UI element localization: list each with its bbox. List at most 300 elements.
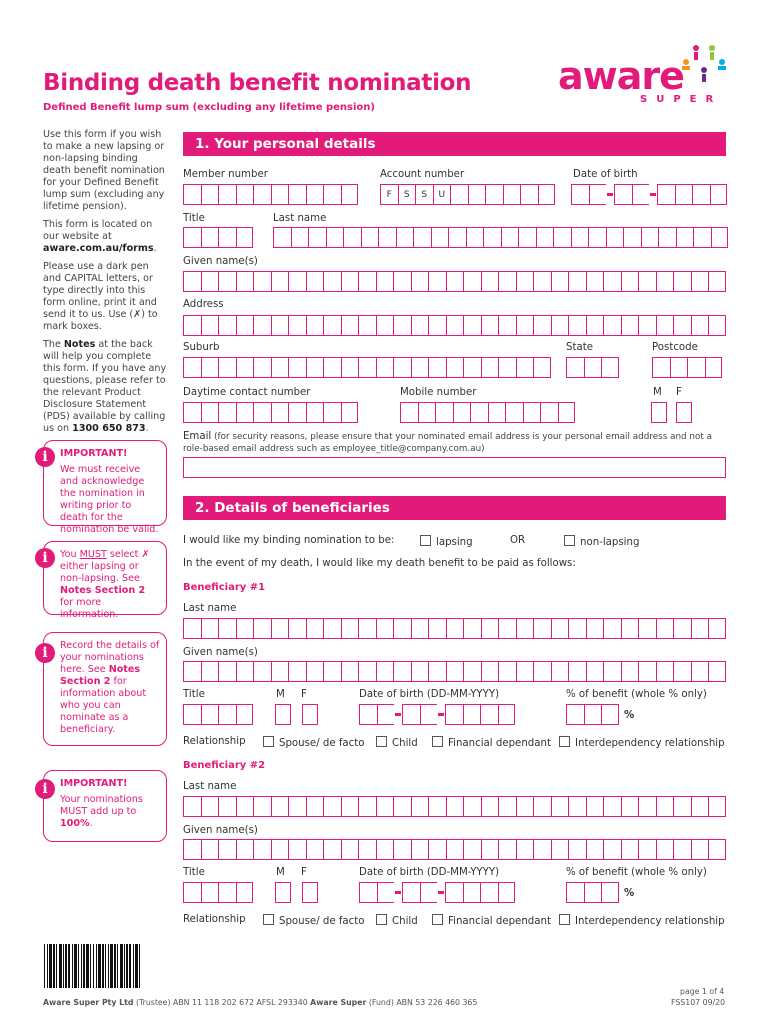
char-box[interactable] (435, 402, 453, 423)
gender-m-box[interactable] (651, 402, 667, 423)
char-box[interactable] (431, 227, 449, 248)
char-box[interactable] (411, 839, 429, 860)
char-box[interactable] (708, 271, 726, 292)
char-box[interactable] (586, 271, 604, 292)
char-box[interactable] (411, 271, 429, 292)
char-box[interactable] (603, 661, 621, 682)
char-box[interactable] (218, 227, 236, 248)
char-box[interactable] (288, 839, 306, 860)
char-box[interactable] (586, 661, 604, 682)
char-box[interactable] (393, 661, 411, 682)
char-box[interactable] (428, 271, 446, 292)
char-box[interactable] (588, 227, 606, 248)
char-box[interactable] (601, 704, 619, 725)
char-box[interactable] (691, 618, 709, 639)
char-box[interactable] (589, 184, 607, 205)
char-box[interactable] (656, 661, 674, 682)
rel-child-option[interactable]: Child (376, 914, 418, 927)
char-box[interactable] (480, 704, 498, 725)
char-box[interactable] (253, 839, 271, 860)
char-box[interactable] (463, 796, 481, 817)
char-box[interactable] (428, 796, 446, 817)
char-box[interactable] (201, 184, 219, 205)
last-name-input[interactable] (273, 227, 728, 248)
char-box[interactable] (183, 357, 201, 378)
char-box[interactable] (201, 271, 219, 292)
char-box[interactable] (568, 796, 586, 817)
char-box[interactable] (553, 227, 571, 248)
rel-child-checkbox[interactable] (376, 914, 387, 925)
beneficiary-last-name-input[interactable] (183, 796, 726, 817)
forms-link[interactable]: aware.com.au/forms (43, 243, 154, 254)
char-box[interactable] (691, 271, 709, 292)
char-box[interactable] (468, 184, 486, 205)
beneficiary-percent-input[interactable] (566, 704, 619, 725)
char-box[interactable] (323, 315, 341, 336)
char-box[interactable] (306, 839, 324, 860)
char-box[interactable] (463, 839, 481, 860)
char-box[interactable] (271, 839, 289, 860)
char-box[interactable] (656, 271, 674, 292)
char-box[interactable] (343, 227, 361, 248)
char-box[interactable] (446, 796, 464, 817)
char-box[interactable] (673, 839, 691, 860)
char-box[interactable] (498, 882, 516, 903)
char-box[interactable] (413, 227, 431, 248)
char-box[interactable] (253, 618, 271, 639)
char-box[interactable] (516, 271, 534, 292)
char-box[interactable] (498, 796, 516, 817)
lapsing-option[interactable]: lapsing (420, 535, 473, 548)
char-box[interactable] (218, 618, 236, 639)
char-box[interactable] (638, 796, 656, 817)
char-box[interactable] (568, 315, 586, 336)
state-input[interactable] (566, 357, 619, 378)
char-box[interactable] (271, 315, 289, 336)
char-box[interactable] (393, 271, 411, 292)
beneficiary-title-input[interactable] (183, 882, 253, 903)
char-box[interactable] (638, 315, 656, 336)
address-input[interactable] (183, 315, 726, 336)
char-box[interactable] (393, 357, 411, 378)
char-box[interactable] (393, 796, 411, 817)
char-box[interactable] (393, 315, 411, 336)
char-box[interactable] (402, 704, 420, 725)
char-box[interactable] (536, 227, 554, 248)
char-box[interactable] (323, 271, 341, 292)
char-box[interactable] (710, 184, 728, 205)
char-box[interactable] (481, 315, 499, 336)
char-box[interactable] (708, 315, 726, 336)
char-box[interactable] (481, 618, 499, 639)
char-box[interactable] (183, 271, 201, 292)
char-box[interactable]: S (398, 184, 416, 205)
char-box[interactable] (393, 618, 411, 639)
char-box[interactable] (288, 357, 306, 378)
char-box[interactable] (411, 661, 429, 682)
char-box[interactable] (236, 882, 254, 903)
char-box[interactable] (236, 704, 254, 725)
char-box[interactable] (271, 402, 289, 423)
char-box[interactable] (201, 357, 219, 378)
char-box[interactable] (183, 661, 201, 682)
char-box[interactable] (288, 402, 306, 423)
char-box[interactable] (533, 796, 551, 817)
char-box[interactable] (358, 796, 376, 817)
char-box[interactable] (445, 704, 463, 725)
char-box[interactable] (485, 184, 503, 205)
char-box[interactable] (488, 402, 506, 423)
char-box[interactable] (359, 704, 377, 725)
char-box[interactable] (691, 661, 709, 682)
char-box[interactable] (323, 618, 341, 639)
non-lapsing-option[interactable]: non-lapsing (564, 535, 639, 548)
char-box[interactable] (253, 184, 271, 205)
char-box[interactable] (288, 661, 306, 682)
char-box[interactable] (253, 661, 271, 682)
char-box[interactable] (376, 357, 394, 378)
char-box[interactable] (358, 357, 376, 378)
char-box[interactable] (673, 618, 691, 639)
beneficiary-m-box[interactable] (275, 704, 291, 725)
char-box[interactable] (673, 271, 691, 292)
char-box[interactable] (656, 796, 674, 817)
char-box[interactable] (376, 618, 394, 639)
char-box[interactable] (236, 618, 254, 639)
beneficiary-m-box[interactable] (275, 882, 291, 903)
char-box[interactable] (463, 661, 481, 682)
char-box[interactable] (201, 796, 219, 817)
char-box[interactable] (571, 184, 589, 205)
char-box[interactable] (271, 184, 289, 205)
char-box[interactable] (218, 704, 236, 725)
char-box[interactable] (306, 271, 324, 292)
char-box[interactable] (481, 357, 499, 378)
char-box[interactable] (376, 796, 394, 817)
char-box[interactable] (201, 839, 219, 860)
char-box[interactable] (271, 661, 289, 682)
char-box[interactable] (481, 839, 499, 860)
char-box[interactable] (516, 661, 534, 682)
char-box[interactable] (516, 315, 534, 336)
char-box[interactable] (306, 357, 324, 378)
char-box[interactable] (218, 661, 236, 682)
char-box[interactable] (558, 402, 576, 423)
char-box[interactable] (341, 315, 359, 336)
char-box[interactable] (253, 357, 271, 378)
char-box[interactable] (603, 618, 621, 639)
char-box[interactable] (566, 357, 584, 378)
char-box[interactable] (498, 271, 516, 292)
rel-spouse-option[interactable]: Spouse/ de facto (263, 914, 365, 927)
char-box[interactable] (673, 315, 691, 336)
char-box[interactable] (341, 839, 359, 860)
char-box[interactable] (201, 227, 219, 248)
char-box[interactable] (236, 315, 254, 336)
char-box[interactable] (551, 315, 569, 336)
char-box[interactable] (236, 661, 254, 682)
char-box[interactable] (420, 882, 438, 903)
char-box[interactable] (466, 227, 484, 248)
char-box[interactable] (463, 704, 481, 725)
char-box[interactable] (450, 184, 468, 205)
char-box[interactable] (691, 796, 709, 817)
char-box[interactable] (551, 839, 569, 860)
char-box[interactable] (603, 796, 621, 817)
char-box[interactable] (708, 661, 726, 682)
char-box[interactable] (288, 618, 306, 639)
char-box[interactable] (566, 704, 584, 725)
char-box[interactable] (571, 227, 589, 248)
beneficiary-f-box[interactable] (302, 704, 318, 725)
char-box[interactable] (201, 661, 219, 682)
char-box[interactable] (218, 315, 236, 336)
char-box[interactable] (614, 184, 632, 205)
rel-interdependency-checkbox[interactable] (559, 736, 570, 747)
char-box[interactable] (586, 618, 604, 639)
char-box[interactable] (586, 839, 604, 860)
char-box[interactable] (236, 839, 254, 860)
char-box[interactable] (446, 618, 464, 639)
char-box[interactable] (498, 661, 516, 682)
beneficiary-dob-input[interactable] (359, 704, 515, 725)
gender-f-box[interactable] (676, 402, 692, 423)
char-box[interactable] (378, 227, 396, 248)
char-box[interactable] (586, 315, 604, 336)
rel-financial-option[interactable]: Financial dependant (432, 914, 551, 927)
rel-child-option[interactable]: Child (376, 736, 418, 749)
char-box[interactable] (480, 882, 498, 903)
char-box[interactable] (402, 882, 420, 903)
rel-financial-checkbox[interactable] (432, 736, 443, 747)
char-box[interactable] (236, 184, 254, 205)
char-box[interactable] (538, 184, 556, 205)
char-box[interactable] (253, 796, 271, 817)
char-box[interactable] (498, 839, 516, 860)
char-box[interactable] (518, 227, 536, 248)
char-box[interactable] (520, 184, 538, 205)
char-box[interactable] (691, 315, 709, 336)
member-number-input[interactable] (183, 184, 358, 205)
char-box[interactable] (673, 661, 691, 682)
char-box[interactable] (271, 796, 289, 817)
char-box[interactable] (377, 704, 395, 725)
char-box[interactable] (323, 402, 341, 423)
char-box[interactable] (584, 882, 602, 903)
char-box[interactable] (516, 839, 534, 860)
email-input[interactable] (183, 457, 726, 478)
char-box[interactable] (411, 796, 429, 817)
char-box[interactable] (323, 796, 341, 817)
char-box[interactable] (463, 618, 481, 639)
char-box[interactable] (236, 402, 254, 423)
char-box[interactable] (566, 882, 584, 903)
char-box[interactable] (411, 315, 429, 336)
char-box[interactable] (446, 357, 464, 378)
postcode-input[interactable] (652, 357, 722, 378)
char-box[interactable] (676, 227, 694, 248)
daytime-input[interactable] (183, 402, 358, 423)
char-box[interactable] (273, 227, 291, 248)
char-box[interactable] (601, 357, 619, 378)
char-box[interactable] (201, 882, 219, 903)
char-box[interactable] (523, 402, 541, 423)
char-box[interactable] (183, 618, 201, 639)
char-box[interactable] (428, 839, 446, 860)
char-box[interactable] (377, 882, 395, 903)
beneficiary-given-names-input[interactable] (183, 661, 726, 682)
char-box[interactable] (183, 402, 201, 423)
char-box[interactable] (271, 357, 289, 378)
char-box[interactable] (253, 402, 271, 423)
beneficiary-last-name-input[interactable] (183, 618, 726, 639)
char-box[interactable] (236, 357, 254, 378)
char-box[interactable] (201, 402, 219, 423)
char-box[interactable] (306, 661, 324, 682)
char-box[interactable] (218, 402, 236, 423)
char-box[interactable] (218, 184, 236, 205)
char-box[interactable] (306, 315, 324, 336)
char-box[interactable] (361, 227, 379, 248)
char-box[interactable] (498, 315, 516, 336)
char-box[interactable] (201, 618, 219, 639)
char-box[interactable] (481, 271, 499, 292)
char-box[interactable] (358, 839, 376, 860)
char-box[interactable] (463, 357, 481, 378)
char-box[interactable] (341, 796, 359, 817)
char-box[interactable] (288, 796, 306, 817)
char-box[interactable] (358, 618, 376, 639)
char-box[interactable] (470, 402, 488, 423)
char-box[interactable] (183, 704, 201, 725)
char-box[interactable] (358, 661, 376, 682)
char-box[interactable] (376, 315, 394, 336)
char-box[interactable] (463, 315, 481, 336)
char-box[interactable] (236, 271, 254, 292)
rel-spouse-option[interactable]: Spouse/ de facto (263, 736, 365, 749)
char-box[interactable] (446, 271, 464, 292)
beneficiary-dob-input[interactable] (359, 882, 515, 903)
char-box[interactable] (411, 618, 429, 639)
char-box[interactable] (533, 839, 551, 860)
lapsing-checkbox[interactable] (420, 535, 431, 546)
char-box[interactable] (540, 402, 558, 423)
char-box[interactable] (341, 184, 359, 205)
char-box[interactable] (516, 796, 534, 817)
char-box[interactable] (323, 839, 341, 860)
char-box[interactable] (306, 184, 324, 205)
char-box[interactable] (445, 882, 463, 903)
char-box[interactable] (376, 271, 394, 292)
char-box[interactable] (418, 402, 436, 423)
char-box[interactable] (271, 271, 289, 292)
char-box[interactable] (448, 227, 466, 248)
char-box[interactable] (218, 839, 236, 860)
char-box[interactable] (516, 618, 534, 639)
char-box[interactable] (621, 796, 639, 817)
char-box[interactable] (675, 184, 693, 205)
char-box[interactable] (568, 839, 586, 860)
rel-financial-checkbox[interactable] (432, 914, 443, 925)
suburb-input[interactable] (183, 357, 551, 378)
rel-interdependency-option[interactable]: Interdependency relationship (559, 914, 725, 927)
char-box[interactable] (503, 184, 521, 205)
char-box[interactable] (670, 357, 688, 378)
char-box[interactable] (638, 271, 656, 292)
char-box[interactable] (641, 227, 659, 248)
char-box[interactable] (428, 661, 446, 682)
char-box[interactable] (376, 839, 394, 860)
char-box[interactable] (218, 882, 236, 903)
char-box[interactable] (183, 184, 201, 205)
char-box[interactable] (358, 271, 376, 292)
char-box[interactable] (656, 839, 674, 860)
char-box[interactable] (183, 882, 201, 903)
char-box[interactable] (708, 839, 726, 860)
char-box[interactable] (638, 618, 656, 639)
char-box[interactable] (308, 227, 326, 248)
char-box[interactable] (632, 184, 650, 205)
char-box[interactable]: S (415, 184, 433, 205)
char-box[interactable] (656, 315, 674, 336)
char-box[interactable] (236, 796, 254, 817)
char-box[interactable] (218, 271, 236, 292)
char-box[interactable] (501, 227, 519, 248)
char-box[interactable] (652, 357, 670, 378)
char-box[interactable] (693, 227, 711, 248)
char-box[interactable] (692, 184, 710, 205)
char-box[interactable] (498, 357, 516, 378)
given-names-input[interactable] (183, 271, 726, 292)
char-box[interactable] (638, 839, 656, 860)
char-box[interactable] (323, 184, 341, 205)
char-box[interactable] (673, 796, 691, 817)
char-box[interactable] (253, 271, 271, 292)
rel-interdependency-option[interactable]: Interdependency relationship (559, 736, 725, 749)
char-box[interactable] (533, 357, 551, 378)
char-box[interactable] (603, 315, 621, 336)
char-box[interactable] (396, 227, 414, 248)
char-box[interactable] (291, 227, 309, 248)
char-box[interactable] (691, 839, 709, 860)
char-box[interactable] (483, 227, 501, 248)
char-box[interactable] (586, 796, 604, 817)
char-box[interactable] (400, 402, 418, 423)
char-box[interactable] (568, 661, 586, 682)
char-box[interactable] (201, 704, 219, 725)
char-box[interactable] (658, 227, 676, 248)
char-box[interactable] (323, 357, 341, 378)
char-box[interactable] (516, 357, 534, 378)
char-box[interactable] (533, 661, 551, 682)
char-box[interactable] (428, 357, 446, 378)
char-box[interactable] (621, 839, 639, 860)
char-box[interactable] (705, 357, 723, 378)
char-box[interactable] (201, 315, 219, 336)
beneficiary-percent-input[interactable] (566, 882, 619, 903)
char-box[interactable] (621, 315, 639, 336)
char-box[interactable] (551, 796, 569, 817)
char-box[interactable] (341, 618, 359, 639)
char-box[interactable] (463, 271, 481, 292)
char-box[interactable] (183, 227, 201, 248)
char-box[interactable] (341, 661, 359, 682)
char-box[interactable] (341, 271, 359, 292)
char-box[interactable] (481, 796, 499, 817)
beneficiary-f-box[interactable] (302, 882, 318, 903)
char-box[interactable] (601, 882, 619, 903)
char-box[interactable] (623, 227, 641, 248)
